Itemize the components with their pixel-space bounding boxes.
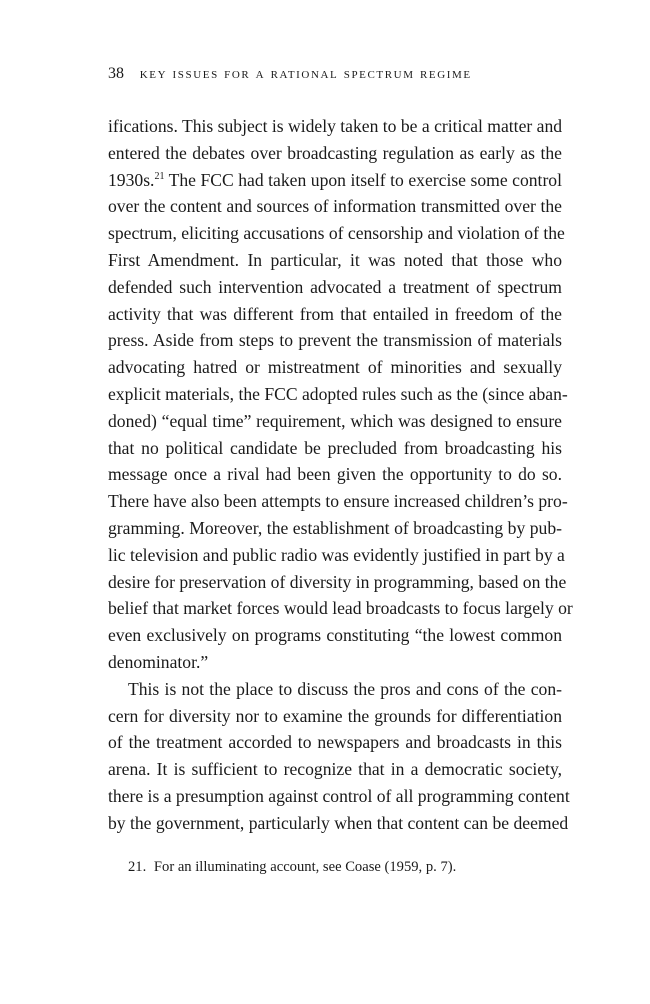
text-line: by the government, particularly when that content can be deemed [108, 812, 569, 833]
text-line: activity that was different from that entailed in freedom of the [108, 303, 562, 324]
text-line: lic television and public radio was evidently justified in part by a [108, 544, 565, 565]
text-line: over the content and sources of information transmitted over the [108, 196, 562, 217]
text-line: cern for diversity nor to examine the grounds for differentiation [108, 705, 562, 726]
text-line: arena. It is sufficient to recognize that in a democratic society, [108, 759, 562, 780]
body-text [108, 113, 573, 837]
page-number: 38 [108, 65, 124, 82]
text-line: press. Aside from steps to prevent the transmission of materials [108, 330, 562, 351]
running-head [108, 64, 472, 84]
text-line: message once a rival had been given the opportunity to do so. [108, 464, 562, 485]
text-line: that no political candidate be precluded from broadcasting his [108, 437, 562, 458]
text-line: belief that market forces would lead broadcasts to focus largely or [108, 598, 573, 619]
text-line: entered the debates over broadcasting regulation as early as the [108, 142, 562, 163]
text-line: desire for preservation of diversity in programming, based on the [108, 571, 567, 592]
text-segment: The FCC had taken upon itself to exercise some control [164, 169, 562, 190]
paragraph-2 [108, 676, 570, 837]
text-line: gramming. Moreover, the establishment of broadcasting by pub- [108, 517, 562, 538]
text-line: First Amendment. In particular, it was noted that those who [108, 249, 562, 270]
text-line: denominator.” [108, 651, 209, 672]
footnote-number: 21. [128, 859, 147, 875]
text-line: There have also been attempts to ensure increased children’s pro- [108, 491, 568, 512]
footnote-text: For an illuminating account, see Coase (1959, p. 7). [153, 859, 457, 875]
paragraph-1 [108, 113, 573, 676]
text-line: explicit materials, the FCC adopted rules such as the (since aban- [108, 383, 568, 404]
text-line: even exclusively on programs constituting “the lowest common [108, 625, 562, 646]
text-line-with-footnote-ref [108, 167, 562, 194]
footnote-reference: 21 [154, 170, 165, 182]
text-segment: 1930s. [108, 169, 155, 190]
text-line: This is not the place to discuss the pros and cons of the con- [128, 678, 562, 699]
text-line: ifications. This subject is widely taken to be a critical matter and [108, 116, 563, 136]
text-line: of the treatment accorded to newspapers and broadcasts in this [108, 732, 562, 753]
text-line: there is a presumption against control of all programming content [108, 785, 570, 806]
footnote [128, 856, 562, 878]
text-line: defended such intervention advocated a treatment of spectrum [108, 276, 562, 297]
text-line: doned) “equal time” requirement, which was designed to ensure [108, 410, 562, 431]
running-head-title: key issues for a rational spectrum regime [139, 66, 472, 82]
text-line: advocating hatred or mistreatment of minorities and sexually [108, 357, 562, 378]
text-line: spectrum, eliciting accusations of censorship and violation of the [108, 223, 565, 244]
